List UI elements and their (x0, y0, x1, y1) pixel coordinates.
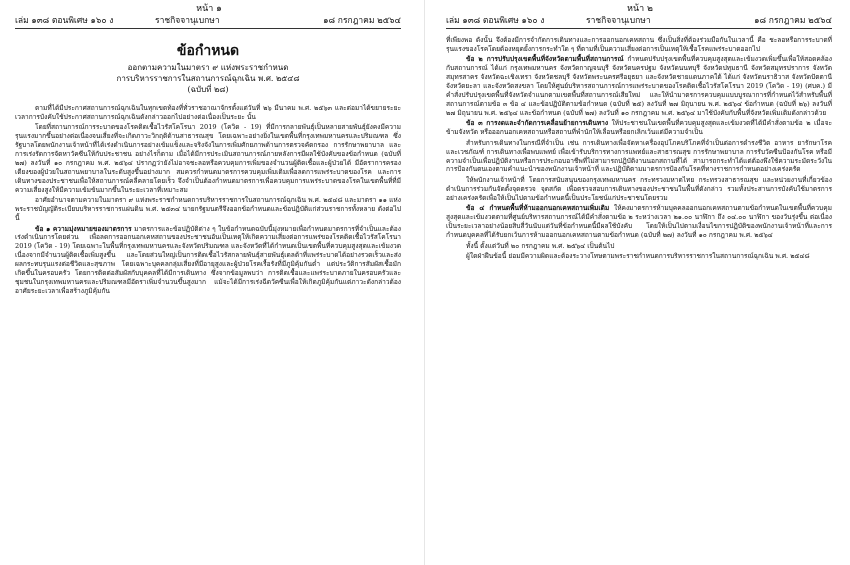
clause-4-heading: ข้อ ๔ กำหนดพื้นที่ห้ามออกนอกเคหสถานเพิ่มเติม (466, 204, 610, 213)
clause-4-paragraph-2: ทั้งนี้ ตั้งแต่วันที่ ๒๐ กรกฎาคม พ.ศ. ๒๕๖๔ เป็นต้นไป (466, 241, 615, 250)
page-2-body (446, 36, 832, 263)
clause-3-paragraph-3: ให้พนักงานเจ้าหน้าที่ โดยการสนับสนุนของกรุงเทพมหานคร กระทรวงมหาดไทย กระทรวงสาธารณสุข และหน่วยงานที่เกี่ยวข้อง ดำเนินการร่วมกันจัดตั้งจุดตรวจ จุดสกัด เพื่อตรวจสอบการเดินทางของประชาชนในพื้นที่ดังกล่าว รวมทั้งประสานการบังคับใช้มาตรการอย่างเคร่งครัดเพื่อให้เป็นไปตามข้อกำหนดนี้เป็นประโยชน์แก่ประชาชนโดยรวม (446, 175, 832, 202)
header-gazette: ราชกิจจานุเบกษา (155, 16, 220, 26)
clause-1-text: มาตรการและข้อปฏิบัติต่าง ๆ ในข้อกำหนดฉบับนี้มุ่งหมายเพื่อกำหนดมาตรการที่จำเป็นและต้องเร่งดำเนินการโดยด่วน เพื่อลดการออกนอกเคหสถานของประชาชนอันเป็นเหตุให้เกิดความเสี่ยงต่อการแพร่ของโรคติดเชื้อไวรัสโคโรนา 2019 (โควิด - 19) โดยเฉพาะในพื้นที่กรุงเทพมหานครและจังหวัดปริมณฑล และจังหวัดที่ได้กำหนดเป็นเขตพื้นที่ควบคุมสูงสุดและเข้มงวด เนื่องจากมีจำนวนผู้ติดเชื้อเพิ่มสูงขึ้น และโดยส่วนใหญ่เป็นการติดเชื้อไวรัสกลายพันธุ์สายพันธุ์เดลต้าที่แพร่ระบาดได้อย่างรวดเร็วและส่งผลกระทบรุนแรงต่อชีวิตและสุขภาพ โดยเฉพาะบุคคลกลุ่มเสี่ยงที่มีอายุสูงและผู้ป่วยโรคเรื้อรังที่มีภูมิคุ้มกันต่ำ แต่ประวัติการสัมผัสเชื้อมักเกิดขึ้นในครอบครัว โดยการติดต่อสัมผัสกับบุคคลที่ได้มีการเดินทาง ซึ่งจากข้อมูลพบว่า การติดเชื้อและแพร่ระบาดภายในครอบครัวและชุมชนในกรุงเทพมหานครและปริมณฑลมีอัตราเพิ่มจำนวนขึ้นสูงมาก แม้จะได้มีการเร่งฉีดวัคซีนเพื่อให้เกิดภูมิคุ้มกันแต่ภาวะดังกล่าวต้องอาศัยระยะเวลาเพื่อสร้างภูมิคุ้มกัน (15, 224, 401, 295)
page-number: หน้า ๑ (196, 4, 222, 14)
clause-4 (446, 204, 832, 240)
continued-paragraph: ที่เพียงพอ ดังนั้น จึงต้องมีการจำกัดการเดินทางและการออกนอกเคหสถาน ซึ่งเป็นสิ่งที่ต้องร่วมมือกันในเวลานี้ คือ ชะลอหรือการระบาดที่รุนแรงของโรคโดยต้องหยุดยั้งการกระทำใด ๆ ที่ตามที่เป็นความเสี่ยงต่อการเป็นเหตุให้เชื้อโรคแพร่ระบาดออกไป (446, 36, 832, 53)
page-1-body (15, 104, 401, 297)
clause-3-text: ให้ประชาชนในเขตพื้นที่ควบคุมสูงสุดและเข้มงวดที่ได้มีคำสั่งตามข้อ ๒ เมื่อจะข้ามจังหวัด หรือออกนอกเคหสถานหรือสถานที่พำนักให้เลื่อนหรือยกเลิกเว้นแต่มีความจำเป็น (446, 119, 832, 137)
preamble-paragraph: ตามที่ได้มีประกาศสถานการณ์ฉุกเฉินในทุกเขตท้องที่ทั่วราชอาณาจักรตั้งแต่วันที่ ๒๖ มีนาคม พ.ศ. ๒๕๖๓ และต่อมาได้ขยายระยะเวลาการบังคับใช้ประกาศสถานการณ์ฉุกเฉินดังกล่าวออกไปอย่างต่อเนื่องเป็นระยะ นั้น (15, 104, 401, 121)
clause-1 (15, 225, 401, 296)
clause-2-text: กำหนดปรับปรุงเขตพื้นที่ควบคุมสูงสุดและเข้มงวดเพิ่มขึ้นเพื่อให้สอดคล้องกับสถานการณ์ ได้แก่ กรุงเทพมหานคร จังหวัดกาญจนบุรี จังหวัดนครปฐม จังหวัดนนทบุรี จังหวัดปทุมธานี จังหวัดสมุทรปราการ จังหวัดสมุทรสาคร จังหวัดฉะเชิงเทรา จังหวัดชลบุรี จังหวัดพระนครศรีอยุธยา และจังหวัดชายแดนภาคใต้ ได้แก่ จังหวัดนราธิวาส จังหวัดปัตตานี จังหวัดยะลา และจังหวัดสงขลา โดยให้ศูนย์บริหารสถานการณ์การแพร่ระบาดของโรคติดเชื้อไวรัสโคโรนา 2019 (โควิด - 19) (ศบค.) มีคำสั่งปรับปรุงเขตพื้นที่จังหวัดจำแนกตามเขตพื้นที่สถานการณ์เสียใหม่ และให้นำมาตรการควบคุมแบบบูรณาการที่กำหนดไว้สำหรับพื้นที่สถานการณ์ตามข้อ ๓ ข้อ ๔ และข้อปฏิบัติตามข้อกำหนด (ฉบับที่ ๒๕) ลงวันที่ ๒๗ มิถุนายน พ.ศ. ๒๕๖๔ ข้อกำหนด (ฉบับที่ ๒๖) ลงวันที่ ๒๗ มิถุนายน พ.ศ. ๒๕๖๔ และข้อกำหนด (ฉบับที่ ๒๗) ลงวันที่ ๑๐ กรกฎาคม พ.ศ. ๒๕๖๔ มาใช้บังคับกับพื้นที่จังหวัดเพิ่มเติมดังกล่าวด้วย (446, 55, 832, 117)
document-subtitle-2: การบริหารราชการในสถานการณ์ฉุกเฉิน พ.ศ. ๒๕๔๘ (116, 74, 300, 83)
header-volume: เล่ม ๑๓๘ ตอนพิเศษ ๑๖๐ ง (446, 16, 545, 26)
document-subtitle-1: ออกตามความในมาตรา ๙ แห่งพระราชกำหนด (127, 63, 289, 72)
header-date: ๑๘ กรกฎาคม ๒๕๖๔ (323, 16, 401, 26)
authority-paragraph: อาศัยอำนาจตามความในมาตรา ๙ แห่งพระราชกำหนดการบริหารราชการในสถานการณ์ฉุกเฉิน พ.ศ. ๒๕๔๘ และมาตรา ๑๑ แห่งพระราชบัญญัติระเบียบบริหารราชการแผ่นดิน พ.ศ. ๒๕๓๔ นายกรัฐมนตรีจึงออกข้อกำหนดและข้อปฏิบัติแก่ส่วนราชการทั้งหลาย ดังต่อไปนี้ (15, 196, 401, 223)
header-rule (15, 28, 401, 29)
closing-paragraph: ผู้ใดฝ่าฝืนข้อนี้ ย่อมมีความผิดและต้องระวางโทษตามพระราชกำหนดการบริหารราชการในสถานการณ์ฉุกเฉิน พ.ศ. ๒๕๔๘ (466, 252, 810, 260)
rationale-paragraph: โดยที่สถานการณ์การระบาดของโรคติดเชื้อไวรัสโคโรนา 2019 (โควิด - 19) ที่มีการกลายพันธุ์เป็นหลายสายพันธุ์ยังคงมีความรุนแรงมากขึ้นอย่างต่อเนื่องจนเสี่ยงที่จะเกิดภาวะวิกฤติด้านสาธารณสุข โดยเฉพาะอย่างยิ่งในเขตพื้นที่กรุงเทพมหานครและปริมณฑล ซึ่งรัฐบาลโดยพนักงานเจ้าหน้าที่ได้เร่งดำเนินการอย่างเข้มแข็งและจริงจังในการเพิ่มศักยภาพด้านการตรวจคัดกรอง การรักษาพยาบาล และการเร่งรัดการจัดหาวัคซีนให้กับประชาชน อย่างไรก็ตาม เมื่อได้มีการประเมินสถานการณ์ภายหลังการมีผลใช้บังคับของข้อกำหนด (ฉบับที่ ๒๗) ลงวันที่ ๑๐ กรกฎาคม พ.ศ. ๒๕๖๔ ปรากฏว่ายังไม่อาจชะลอหรือควบคุมการเพิ่มของจำนวนผู้ติดเชื้อและผู้ป่วยได้ มีอัตราการครองเตียงของผู้ป่วยในสถานพยาบาลในระดับสูงขึ้นอย่างมาก สมควรกำหนดมาตรการควบคุมเพิ่มเติมเพื่อลดการแพร่ระบาดของโรค และการเดินทางของประชาชนเพื่อให้สถานการณ์คลี่คลายโดยเร็ว จึงจำเป็นต้องกำหนดมาตรการเพื่อควบคุมการแพร่ระบาดของโรคในเขตพื้นที่ที่มีความเสี่ยงสูงให้มีความเข้มข้นมากขึ้นในระยะเวลาที่เหมาะสม (15, 123, 401, 194)
clause-3-paragraph-2: สำหรับการเดินทางในกรณีที่จำเป็น เช่น การเดินทางเพื่อจัดหาเครื่องอุปโภคบริโภคที่จำเป็นต่อการดำรงชีวิต อาหาร ยารักษาโรค และเวชภัณฑ์ การเดินทางเพื่อพบแพทย์ เพื่อเข้ารับบริการทางการแพทย์และสาธารณสุข การรักษาพยาบาล การรับวัคซีนป้องกันโรค หรือมีความจำเป็นเพื่อปฏิบัติงานหรือการประกอบอาชีพที่ไม่สามารถปฏิบัติงานนอกสถานที่ได้ สามารถกระทำได้แต่ต้องพึงใช้ความระมัดระวังในการป้องกันตนเองตามคำแนะนำของพนักงานเจ้าหน้าที่ และปฏิบัติตามมาตรการป้องกันโรคที่ทางราชการกำหนดอย่างเคร่งครัด (446, 138, 832, 174)
gazette-page-1 (5, 0, 413, 565)
clause-2-heading: ข้อ ๒ การปรับปรุงเขตพื้นที่จังหวัดตามพื้นที่สถานการณ์ (466, 55, 624, 64)
clause-1-heading: ข้อ ๑ ความมุ่งหมายของมาตรการ (35, 224, 132, 233)
page-gutter (424, 0, 425, 565)
page-number: หน้า ๒ (627, 4, 653, 14)
header-gazette: ราชกิจจานุเบกษา (586, 16, 651, 26)
clause-3 (446, 119, 832, 137)
header-volume: เล่ม ๑๓๘ ตอนพิเศษ ๑๖๐ ง (15, 16, 114, 26)
document-subtitle-3: (ฉบับที่ ๒๘) (187, 85, 229, 94)
gazette-page-2 (436, 0, 844, 565)
clause-4-text: ให้คงมาตรการห้ามบุคคลออกนอกเคหสถานตามข้อกำหนดในเขตพื้นที่ควบคุมสูงสุดและเข้มงวดตามที่ศูนย์บริหารสถานการณ์ได้มีคำสั่งตามข้อ ๒ ระหว่างเวลา ๒๑.๐๐ นาฬิกา ถึง ๐๔.๐๐ นาฬิกา ของวันรุ่งขึ้น ต่อเนื่องเป็นระยะเวลาอย่างน้อยสิบสี่วันนับแต่วันที่ข้อกำหนดนี้มีผลใช้บังคับ โดยให้เป็นไปตามเงื่อนไขการปฏิบัติของพนักงานเจ้าหน้าที่และการกำหนดบุคคลที่ได้รับยกเว้นการห้ามออกนอกเคหสถานตามข้อกำหนด (ฉบับที่ ๒๗) ลงวันที่ ๑๐ กรกฎาคม พ.ศ. ๒๕๖๔ (446, 204, 832, 239)
clause-2 (446, 55, 832, 117)
header-rule (446, 28, 832, 29)
header-date: ๑๘ กรกฎาคม ๒๕๖๔ (754, 16, 832, 26)
document-title: ข้อกำหนด (176, 43, 240, 59)
clause-3-heading: ข้อ ๓ การงดและจำกัดการเคลื่อนย้ายการเดินทาง (466, 119, 609, 128)
